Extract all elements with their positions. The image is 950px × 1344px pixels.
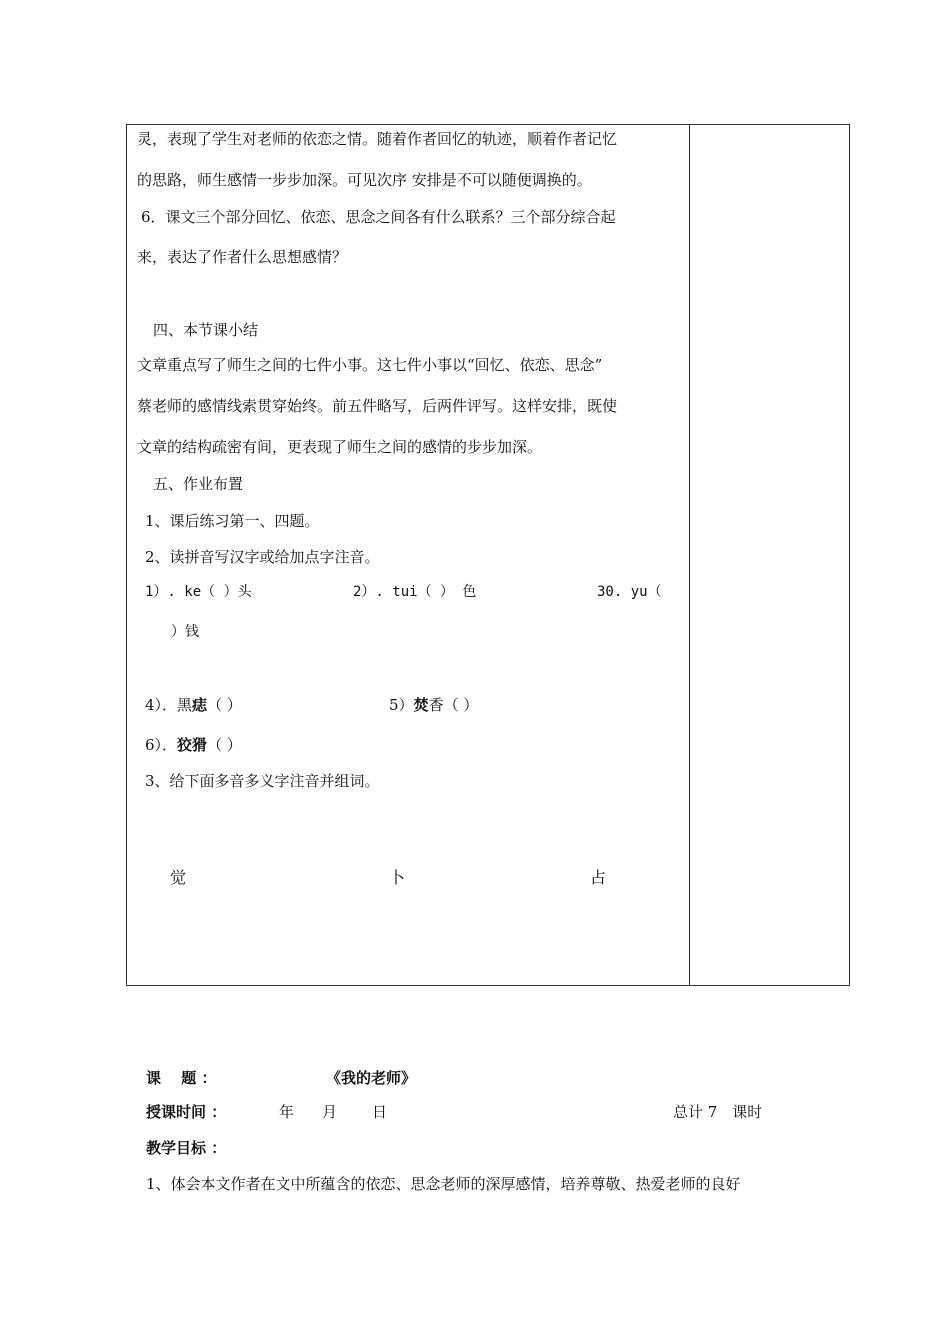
polyphone-char: 觉 — [170, 868, 187, 887]
text-line: 文章重点写了师生之间的七件小事。这七件小事以“回忆、依恋、思念” — [137, 356, 603, 374]
pinyin-item-3: 30. yu（ — [597, 584, 662, 600]
lesson-table — [126, 124, 850, 986]
homework-item-3: 3、给下面多音多义字注音并组词。 — [145, 772, 380, 790]
polyphone-char: 卜 — [389, 868, 406, 887]
item-prefix: 5） — [389, 696, 414, 714]
question-6: 6．课文三个部分回忆、依恋、思念之间各有什么联系？三个部分综合起 — [141, 208, 616, 226]
text-line: 文章的结构疏密有间，更表现了师生之间的感情的步步加深。 — [137, 438, 543, 456]
goal-label: 教学目标 ： — [146, 1139, 227, 1157]
dotted-item-6 — [145, 735, 242, 755]
pinyin-item-1: 1）. ke（ ）头 — [145, 584, 252, 600]
item-rest: 香（ ） — [428, 696, 479, 714]
text-line: 的思路，师生感情一步步加深。可见次序 安排是不可以随便调换的。 — [137, 171, 592, 189]
answer-paren: （ ） — [207, 696, 242, 714]
pinyin-item-2: 2）. tui（ ） 色 — [353, 584, 477, 600]
polyphone-char: 占 — [590, 868, 607, 887]
time-month: 月 — [322, 1103, 338, 1121]
dotted-char: 狡猾 — [177, 736, 208, 754]
homework-item-1: 1、课后练习第一、四题。 — [145, 512, 320, 530]
item-prefix: 4）．黑 — [145, 696, 193, 714]
pinyin-item-3-cont: ）钱 — [171, 624, 199, 640]
dotted-item-5 — [389, 695, 478, 715]
topic-value: 《我的老师》 — [326, 1069, 417, 1087]
column-divider — [689, 125, 690, 985]
text-line: 蔡老师的感情线索贯穿始终。前五件略写，后两件评写。这样安排，既使 — [137, 397, 618, 415]
topic-label: 课 题 ： — [146, 1069, 217, 1087]
dotted-char: 痣 — [192, 696, 208, 714]
time-day: 日 — [372, 1103, 388, 1121]
text-line: 灵，表现了学生对老师的依恋之情。随着作者回忆的轨迹，顺着作者记忆 — [137, 130, 618, 148]
dotted-char: 焚 — [413, 696, 429, 714]
dotted-item-4 — [145, 695, 242, 715]
goal-item-1: 1、体会本文作者在文中所蕴含的依恋、思念老师的深厚感情，培养尊敬、热爱老师的良好 — [146, 1175, 741, 1193]
homework-item-2: 2、读拼音写汉字或给加点字注音。 — [145, 548, 380, 566]
time-year: 年 — [279, 1103, 295, 1121]
section-summary-heading: 四、本节课小结 — [153, 321, 259, 339]
text-line: 来，表达了作者什么思想感情？ — [137, 248, 348, 266]
total-hours: 总计 7 课时 — [673, 1103, 763, 1121]
item-prefix: 6）． — [145, 736, 178, 754]
answer-paren: （ ） — [207, 736, 242, 754]
section-homework-heading: 五、作业布置 — [153, 475, 244, 493]
time-label: 授课时间 ： — [146, 1103, 227, 1121]
